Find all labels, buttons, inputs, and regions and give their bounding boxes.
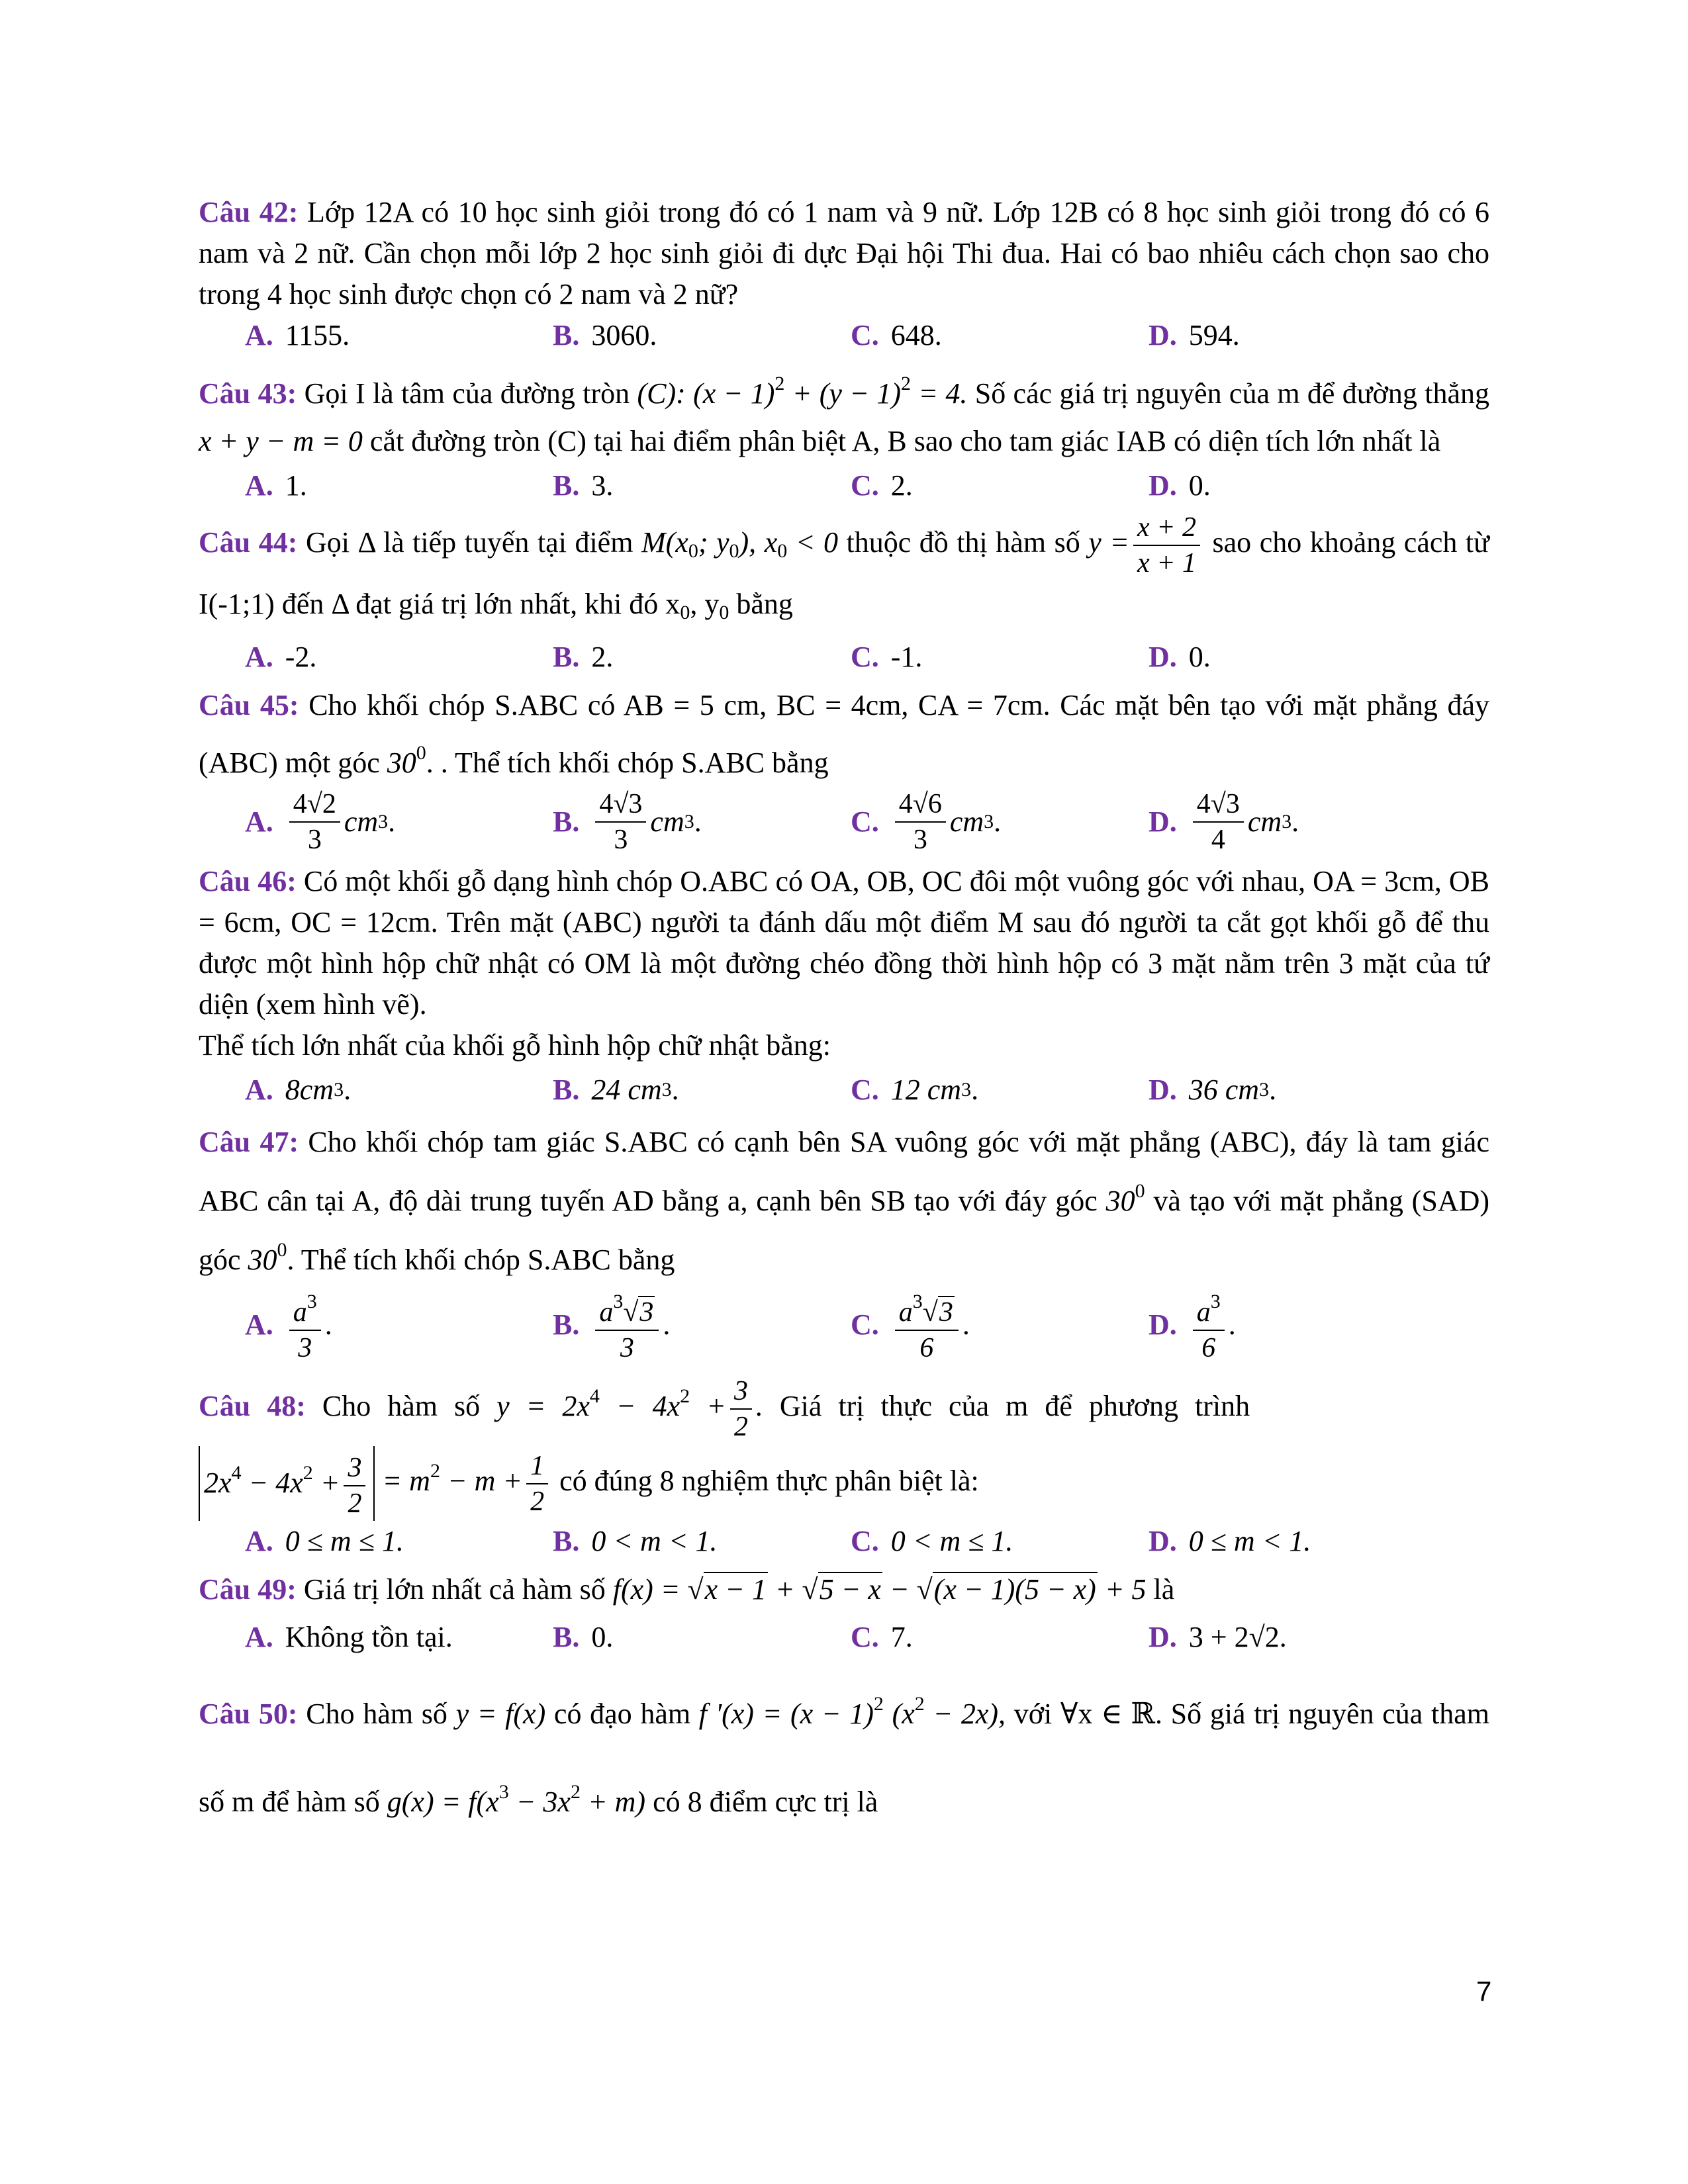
option-d[interactable]: D. 594. (1149, 319, 1240, 351)
option-c[interactable]: C. 648. (851, 319, 942, 351)
answer-options (199, 1614, 1489, 1661)
answer-options (199, 315, 1489, 356)
option-c[interactable]: C. 0 < m ≤ 1. (851, 1525, 1013, 1558)
option-a[interactable]: A. 8cm 3 . (245, 1073, 352, 1106)
question-48: Câu 48: Cho hàm số $y = 2x^4 - 4x^2$ + $\frac{3}{2}$ . Giá trị thực của m để phương trình (199, 1369, 1489, 1444)
answer-options (199, 787, 1489, 857)
question-42 (199, 192, 1489, 315)
option-a[interactable]: A. Không tồn tại. (245, 1621, 453, 1654)
option-b[interactable]: B. 24 cm 3 . (553, 1073, 679, 1106)
option-b[interactable]: B. 3. (553, 469, 614, 502)
option-d[interactable]: D. 0. (1149, 469, 1211, 502)
question-label: Câu 45: (199, 689, 299, 721)
option-d[interactable]: D. 0 ≤ m < 1. (1149, 1525, 1311, 1558)
composite-function: $g(x) = f(x^3 - 3x^2 + m)$ (387, 1781, 646, 1819)
option-b[interactable]: B. 0. (553, 1621, 614, 1654)
answer-options (199, 1521, 1489, 1562)
question-label: Câu 44: (199, 526, 298, 559)
question-45: Câu 45: Cho khối chóp S.ABC có AB = 5 cm, BC = 4cm, CA = 7cm. Các mặt bên tạo với mặt phẳng đáy (ABC) một góc $30^0$. . Thể tích khối chóp S.ABC bằng (199, 689, 1489, 779)
page-number: 7 (1476, 1976, 1492, 2007)
answer-options (199, 465, 1489, 506)
tangent-point: $M(x_0$; $y_0$), $x_0 < 0$ (641, 526, 838, 563)
option-a[interactable]: A. 0 ≤ m ≤ 1. (245, 1525, 404, 1558)
option-a[interactable]: A. 1155. (245, 319, 350, 351)
option-c[interactable]: C. $\frac{4√6}{3}$ cm 3 . (851, 787, 1149, 857)
question-text: Lớp 12A có 10 học sinh giỏi trong đó có 1 nam và 9 nữ. Lớp 12B có 8 học sinh giỏi trong đó có 6 nam và 2 nữ. Cần chọn mỗi lớp 2 học sinh giỏi đi dực Đại hội Thi đua. Hai có bao nhiêu cách chọn sao cho trong 4 học sinh được chọn có 2 nam và 2 nữ? (199, 196, 1489, 310)
function-expression: $y = 2x^4 - 4x^2$ + $\frac{3}{2}$ . (496, 1390, 763, 1422)
question-label: Câu 50: (199, 1698, 298, 1731)
question-label: Câu 46: (199, 865, 297, 897)
option-d[interactable]: D. $\frac{a^3}{6}$ . (1149, 1285, 1446, 1365)
derivative-expression: f '$(x) = (x - 1)^2$ $(x^2 - 2x)$, (698, 1693, 1006, 1731)
answer-options (199, 637, 1489, 678)
question-label: Câu 43: (199, 377, 297, 410)
option-d[interactable]: D. 0. (1149, 641, 1211, 673)
option-b[interactable]: B. 2. (553, 641, 614, 673)
answer-options (199, 1066, 1489, 1114)
option-b[interactable]: B. $\frac{a^3√3}{3}$ . (553, 1285, 851, 1365)
function-expression: f(x) = √x − 1 + √5 − x − √(x − 1)(5 − x) + 5 (612, 1573, 1147, 1606)
option-c[interactable]: C. -1. (851, 641, 923, 673)
option-d[interactable]: D. 3 + 2√2. (1149, 1621, 1287, 1654)
question-47: Câu 47: Cho khối chóp tam giác S.ABC có cạnh bên SA vuông góc với mặt phẳng (ABC), đáy là tam giác ABC cân tại A, độ dài trung tuyến AD bằng a, cạnh bên SB tạo với đáy góc $30^0$ và tạo với mặt phẳng (SAD) góc $30^0$. Thể tích khối chóp S.ABC bằng (199, 1126, 1490, 1276)
line-equation: x + y − m = 0 (199, 425, 363, 457)
question-50: Câu 50: Cho hàm số y = f(x) có đạo hàm f '$(x) = (x - 1)^2$ $(x^2 - 2x)$, với ∀x ∈ ℝ. Số giá trị nguyên của tham số m để hàm số $g(x) = f(x^3 - 3x^2 + m)$ có 8 điểm cực trị là (199, 1693, 1489, 1819)
question-label: Câu 49: (199, 1573, 297, 1606)
circle-equation: (C): $(x - 1)^2 + (y - 1)^2 = 4$. (637, 373, 968, 410)
question-46-prompt: Thể tích lớn nhất của khối gỗ hình hộp chữ nhật bằng: (199, 1029, 831, 1062)
option-c[interactable]: C. 2. (851, 469, 913, 502)
option-b[interactable]: B. 0 < m < 1. (553, 1525, 718, 1558)
question-page (199, 192, 1489, 1841)
question-label: Câu 48: (199, 1390, 306, 1422)
option-c[interactable]: C. $\frac{a^3√3}{6}$ . (851, 1285, 1149, 1365)
option-a[interactable]: A. 1. (245, 469, 307, 502)
option-d[interactable]: D. 36 cm 3 . (1149, 1073, 1277, 1106)
question-46: Câu 46: Có một khối gỗ dạng hình chóp O.ABC có OA, OB, OC đôi một vuông góc với nhau, OA = 3cm, OB = 6cm, OC = 12cm. Trên mặt (ABC) người ta đánh dấu một điểm M sau đó người ta cắt gọt khối gỗ để thu được một hình hộp chữ nhật có OM là một đường chéo đồng thời hình hộp có 3 mặt nằm trên 3 mặt của tứ diện (xem hình vẽ). (199, 865, 1489, 1021)
question-label: Câu 47: (199, 1126, 299, 1158)
question-44: Câu 44: Gọi Δ là tiếp tuyến tại điểm $M(x_0$; $y_0$), $x_0 < 0$ thuộc đồ thị hàm số y = $\frac{x + 2}{x + 1}$ sao cho khoảng cách từ I(-1;1) đến Δ đạt giá trị lớn nhất, khi đó $x_0$, $y_0$ bằng (199, 510, 1489, 637)
question-49: Câu 49: Giá trị lớn nhất cả hàm số f(x) = √x − 1 + √5 − x − √(x − 1)(5 − x) + 5 là (199, 1573, 1175, 1606)
option-a[interactable]: A. -2. (245, 641, 317, 673)
answer-options (199, 1285, 1489, 1365)
function-fraction: $\frac{x + 2}{x + 1}$ (1133, 510, 1200, 580)
option-b[interactable]: B. $\frac{4√3}{3}$ cm 3 . (553, 787, 851, 857)
option-b[interactable]: B. 3060. (553, 319, 657, 351)
option-c[interactable]: C. 7. (851, 1621, 913, 1654)
option-c[interactable]: C. 12 cm 3 . (851, 1073, 979, 1106)
question-48-equation: $2x^4 - 4x^2$ + $\frac{3}{2}$ = $m^2 - m$ + $\frac{1}{2}$ có đúng 8 nghiệm thực phân biệt là: (199, 1444, 1489, 1521)
option-a[interactable]: A. $\frac{4√2}{3}$ cm 3 . (199, 787, 553, 857)
question-label: Câu 42: (199, 196, 299, 228)
option-d[interactable]: D. $\frac{4√3}{4}$ cm 3 . (1149, 787, 1446, 857)
question-43: Câu 43: Gọi I là tâm của đường tròn (C): $(x - 1)^2 + (y - 1)^2 = 4$. Số các giá trị nguyên của m để đường thẳng x + y − m = 0 cắt đường tròn (C) tại hai điểm phân biệt A, B sao cho tam giác IAB có diện tích lớn nhất là (199, 373, 1490, 457)
option-a[interactable]: A. $\frac{a^3}{3}$ . (199, 1285, 553, 1365)
